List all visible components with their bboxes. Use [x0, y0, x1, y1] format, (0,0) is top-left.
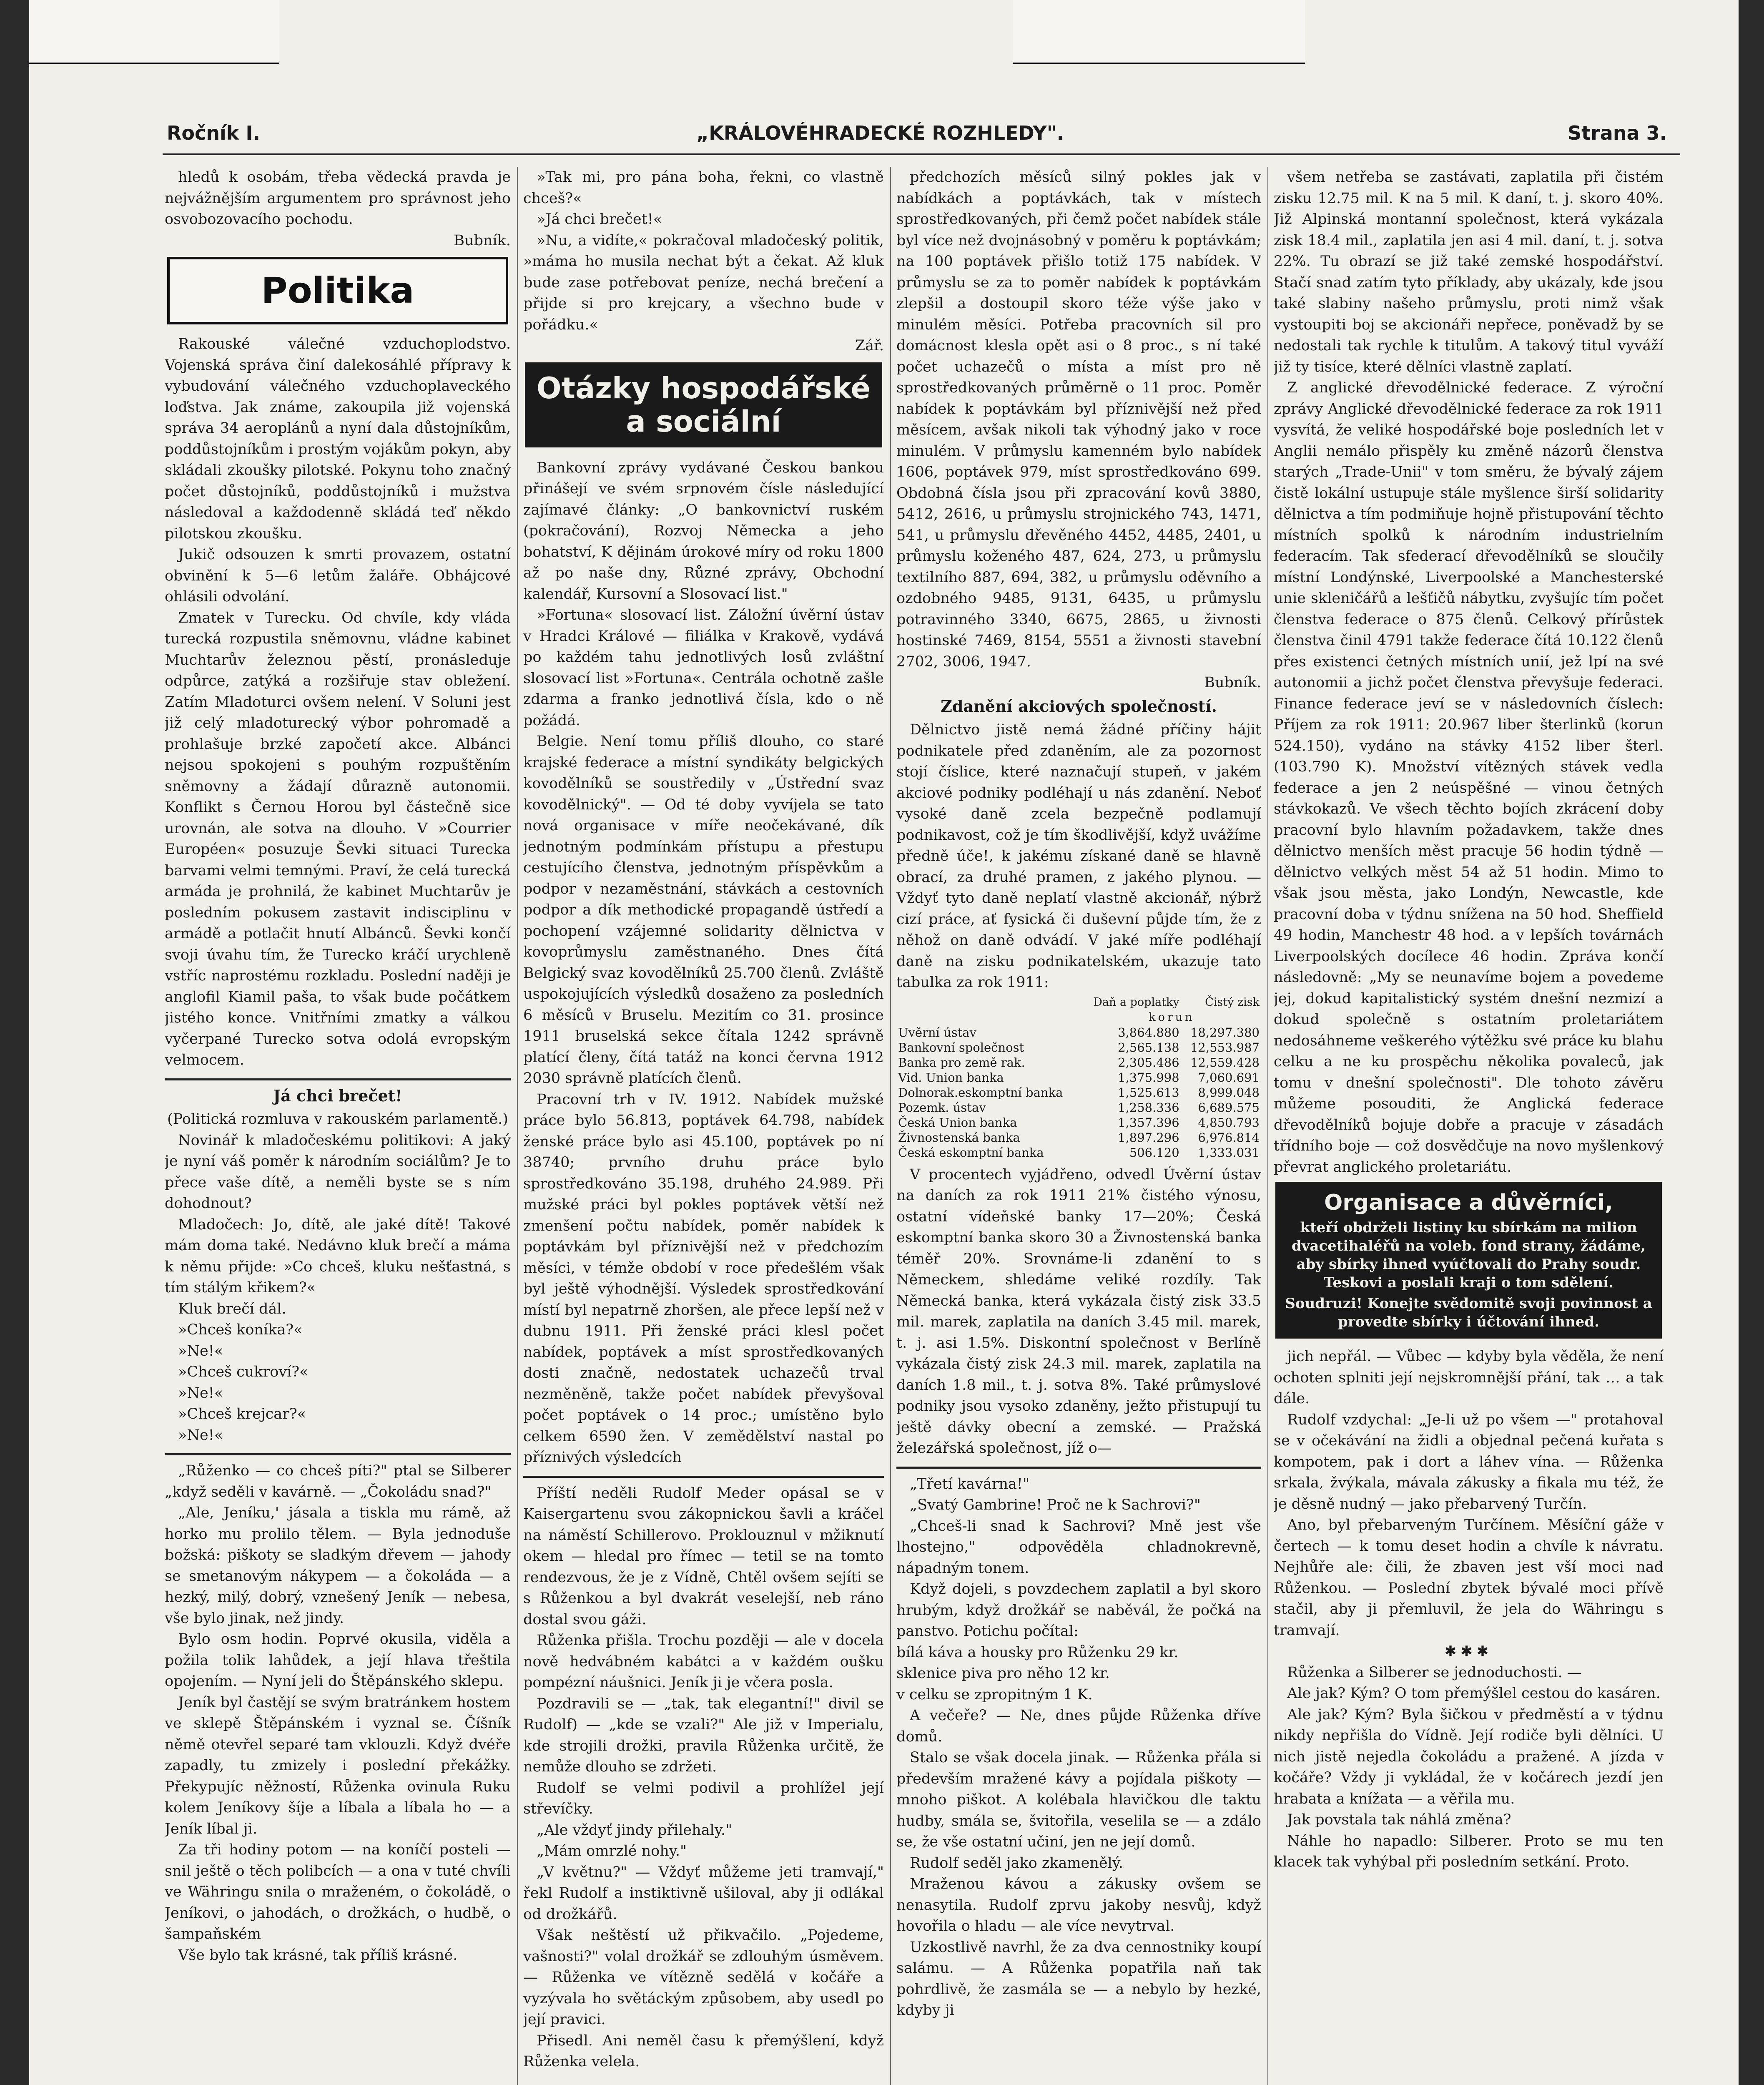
- table-cell-name: Uvěrní ústav: [898, 1025, 976, 1040]
- table-cell-name: Vid. Union banka: [898, 1070, 1004, 1085]
- table-cell-tax: 3,864.880: [1118, 1025, 1179, 1040]
- section-heading-line-1: Otázky hospodářské: [537, 371, 871, 405]
- feuilleton-paragraph: Mraženou kávou a zákusky ovšem se nenasytila. Rudolf zprvu jakoby nesvůj, když hovořila o hladu — ale více nevytrval.: [896, 1876, 1261, 1934]
- intro-paragraph: hledů k osobám, třeba vědecká pravda je nejvážnějším argumentem pro správnost jeho osvobozovacího pochodu.: [165, 169, 511, 228]
- tax-table: [896, 995, 1261, 1160]
- dialog-line: »Já chci brečet!«: [537, 211, 662, 228]
- bill-line: sklenice piva pro něho 12 kr.: [896, 1665, 1110, 1682]
- article-paragraph: všem netřeba se zastávati, zaplatila při čistém zisku 12.75 mil. K na 5 mil. K daní, t. j. skoro 40%. Již Alpinská montanní společnost, která vykázala zisk 18.4 mil., zaplatila jen asi 4 mil. daní, t. j. sotva 22%. Tu obrazí se již také zemské hospodářství. Stačí snad zatím tyto příklady, aby ukázaly, kde jsou také slabiny našeho průmyslu, proti nimž však vystoupiti boj se akcionáři nepřece, poněvadž by se nedostali tak rychle k titulům. A takový titul vyváží již ty tisíce, které dělníci vlastně zaplatí.: [1274, 169, 1664, 375]
- bill-line: v celku se zpropitným 1 K.: [896, 1686, 1093, 1703]
- feuilleton-paragraph: Když dojeli, s povzdechem zaplatil a byl skoro hrubým, když drožkář se naběvál, že počká na panstvo. Potichu počítal:: [896, 1581, 1261, 1640]
- feuilleton-paragraph: Ale jak? Kým? Byla šičkou v předměstí a v týdnu nikdy nepřišla do Vídně. Její rodiče byli dělníci. U nich jistě nejedla čokoládu a pražené. A jízda v kočáře? Vždy ji vykládal, že v kočárech jezdí jen hrabata a knížata — a věřila mu.: [1274, 1706, 1664, 1807]
- page-number: Strana 3.: [1568, 122, 1667, 144]
- table-header-cell: [896, 995, 1082, 1010]
- feuilleton-paragraph: Za tři hodiny potom — na koníčí posteli — snil ještě o těch polibcích — a ona v tuté chvíli ve Währingu snila o mraženém, o čokoládě, o Jeníkovi, o jahodách, o drožkách, o hudbě, o šampaňském: [165, 1841, 511, 1942]
- feuilleton-paragraph: „Chceš-li snad k Sachrovi? Mně jest vše lhostejno," odpověděla chladnokrevně, nápadným tonem.: [896, 1517, 1261, 1577]
- intro-signature: Bubník.: [454, 232, 511, 249]
- newspaper-title: „KRÁLOVÉHRADECKÉ ROZHLEDY".: [696, 122, 1064, 144]
- feuilleton-paragraph: „Ale, Jeníku,' jásala a tiskla mu rámě, až horko mu prolilo tělem. — Byla jednoduše božská: piškoty se sladkým dřevem — jahody se smetanovým nákypem — a čokoláda — a hezký, milý, dobrý, vznešený Jeník — nebesa, vše bylo jinak, než jindy.: [165, 1505, 511, 1627]
- volume-label: Ročník I.: [167, 122, 261, 144]
- table-cell-profit: 8,999.048: [1198, 1085, 1260, 1100]
- table-row: [896, 1145, 1261, 1160]
- feuilleton-paragraph: Příští neděli Rudolf Meder opásal se v Kaisergartenu svou zákopnickou šavli a kráčel na náměstí Schillerovo. Proklouznul v mžiknutí okem — hledal pro římec — tetil se na tomto rendezvous, že je z Vídně, Chtěl ovšem sejíti se s Růženkou a byl dvakrát veselejší, neb ráno dostal svou gáži.: [523, 1485, 884, 1628]
- table-cell-name: Česká eskomptní banka: [898, 1145, 1044, 1160]
- table-cell-name: Bankovní společnost: [898, 1040, 1024, 1055]
- feuilleton-paragraph: Přisedl. Ani neměl času k přemýšlení, když Růženka velela.: [523, 2032, 884, 2070]
- section-heading-economic: [525, 362, 882, 447]
- header-rule: [163, 153, 1680, 155]
- bill-line: bílá káva a housky pro Růženku 29 kr.: [896, 1644, 1179, 1661]
- table-cell-tax: 1,258.336: [1118, 1100, 1179, 1115]
- column-1: [165, 167, 511, 2085]
- article-paragraph: Zmatek v Turecku. Od chvíle, kdy vláda turecká rozpustila sněmovnu, vládne kabinet Muchtarův železnou pěstí, pronásleduje odpůrce, zatýká a rozšiřuje stav obležení. Zatím Mladoturci ovšem nelení. V Soluni jest již celý mladoturecký výbor pohromadě a prohlašuje brzké započetí akce. Albánci nejsou spokojeni s pouhým rozpuštěním sněmovny a žádají důrazně autonomii. Konflikt s Černou Horou byl částečně sice urovnán, ale sotva na dlouho. V »Courrier Européen« posuzuje Ševki situaci Turecka barvami velmi temnými. Praví, že celá turecká armáda je prohnilá, že kabinet Muchtarův je posledním pokusem zastavit indisciplinu v armádě a potlačit hnutí Albánců. Ševki končí svoji úvahu tím, že Turecko kráčí urychleně vstříc naprostému rozkladu. Poslední naději je anglofil Kiamil paša, to však bude počátkem jistého konce. Vnitřními zmatky a válkou vyčerpané Turecko sotva odolá evropským velmocem.: [165, 609, 511, 1068]
- table-cell-tax: 1,897.296: [1118, 1130, 1179, 1145]
- table-cell-name: Živnostenská banka: [898, 1130, 1020, 1145]
- table-unit: korun: [1149, 1010, 1195, 1024]
- article-subtitle: (Politická rozmluva v rakouském parlamentě.): [167, 1111, 508, 1128]
- feuilleton-paragraph: Bylo osm hodin. Poprvé okusila, viděla a požila tolik lahůdek, a její hlava třeštila opojením. — Nyní jeli do Štěpánského sklepu.: [165, 1631, 511, 1690]
- dialog-line: »Chceš cukroví?«: [178, 1364, 309, 1380]
- feuilleton-paragraph: Růženka a Silberer se jednoduchosti. —: [1287, 1664, 1582, 1681]
- table-row: [896, 1040, 1261, 1055]
- feuilleton-paragraph: Vše bylo tak krásné, tak příliš krásné.: [178, 1947, 458, 1964]
- table-row: [896, 1070, 1261, 1085]
- column-3: [896, 167, 1261, 2085]
- table-header-cell: Čistý zisk: [1205, 995, 1260, 1009]
- feuilleton-paragraph: „Mám omrzlé nohy.": [537, 1843, 687, 1859]
- dialog-line: »Chceš koníka?«: [178, 1321, 303, 1338]
- organisation-notice: [1275, 1182, 1662, 1339]
- feuilleton-paragraph: Růženka přišla. Trochu později — ale v docela nově hedvábném kabátci a v každém oušku pompézní náušnici. Jeník ji je včera posla.: [523, 1632, 884, 1691]
- table-header-row: [896, 995, 1261, 1010]
- notice-text: kteří obdrželi listiny ku sbírkám na milion dvacetihaléřů na voleb. fond strany, žádáme, aby sbírky ihned vyúčtovali do Prahy soudr. Teskovi a poslali kraji o tom sdělení.: [1291, 1219, 1646, 1291]
- table-row: [896, 1025, 1261, 1040]
- article-signature: Zář.: [855, 337, 884, 354]
- section-heading-text: Politika: [261, 269, 414, 311]
- column-separator: [1267, 167, 1268, 2085]
- article-paragraph: Pracovní trh v IV. 1912. Nabídek mužské práce bylo 56.813, poptávek 64.798, nabídek ženské práce bylo asi 45.100, poptávek po ní 38740; prvního druhu práce bylo sprostředkováno 35.198, druhého 24.989. Při mužské práci byl pokles poptávek větší než zmenšení počtu nabídek, poměr nabídek k poptávkám byl příznivější než v předchozím měsíci, v témže období v roce předešlém však byl ještě výhodnější. Výsledek sprostředkování místí byl nepatrně zhoršen, ale přece lepší než v dubnu 1911. Při ženské práci klesl počet nabídek, poptávek a míst sprostředkovaných dosti značně, nedostatek uchazečů trval nezměněně, takže počet nabídek převyšoval počet poptávek o 14 proc.; umístěno bylo celkem 6590 žen. V zemědělství nastal po příznivých výsledcích: [523, 1091, 884, 1466]
- page-edge-left: [29, 0, 279, 64]
- table-cell-profit: 18,297.380: [1190, 1025, 1260, 1040]
- table-row: [896, 1115, 1261, 1130]
- dialog-line: »Chceš krejcar?«: [178, 1406, 306, 1422]
- feuilleton-paragraph: Rudolf vzdychal: „Je-li už po všem —" protahoval se v očekávání na židli a objednal pečená kuřata s kompotem, pak i dort a láhev vína. — Růženka srkala, žvýkala, mávala zákusky a fikala mu též, že je děsně nudný — jako přebarvený Turčín.: [1274, 1411, 1664, 1512]
- feuilleton-paragraph: „Růženko — co chceš píti?" ptal se Silberer „když seděli v kavárně. — „Čokoládu snad?": [165, 1462, 511, 1500]
- feuilleton-paragraph: Ano, byl přebarveným Turčínem. Měsíční gáže v čertech — k tomu deset hodin a chvíle k návratu. Nejhůře ale: čili, že zbaven jest vší moci nad Růženkou. — Poslední zbytek bývalé moci přívě stačil, aby ji přemluvil, že jela do Währingu s tramvají.: [1274, 1517, 1664, 1639]
- table-header-cell: Daň a poplatky: [1093, 995, 1179, 1009]
- article-title: Já chci brečet!: [273, 1086, 402, 1105]
- table-unit-row: [896, 1010, 1261, 1025]
- table-cell-profit: 4,850.793: [1198, 1115, 1260, 1130]
- page-edge-right: [1013, 0, 1305, 64]
- table-header-cell: [896, 1010, 1082, 1025]
- feuilleton-paragraph: Rudolf se velmi podivil a prohlížel její střevíčky.: [523, 1779, 884, 1817]
- feuilleton-divider: [896, 1467, 1261, 1469]
- newspaper-page: [29, 0, 1739, 2085]
- table-cell-profit: 6,976.814: [1198, 1130, 1260, 1145]
- divider: [165, 1078, 511, 1080]
- column-4: [1274, 167, 1664, 2085]
- feuilleton-paragraph: A večeře? — Ne, dnes půjde Růženka dříve domů.: [896, 1707, 1261, 1745]
- feuilleton-divider: [523, 1476, 884, 1478]
- feuilleton-paragraph: Stalo se však docela jinak. — Růženka přála si především mražené kávy a pojídala piškoty — mnoho piškot. A kolébala hlavičkou dle taktu hudby, smála se, švitořila, veselila se — a zdálo se, že vše ostatní učiní, jen ne její domů.: [896, 1749, 1261, 1850]
- dialog-line: »Ne!«: [178, 1427, 223, 1444]
- feuilleton-paragraph: „Ale vždyť jindy přilehaly.": [537, 1821, 733, 1839]
- table-row: [896, 1085, 1261, 1100]
- table-cell-profit: 6,689.575: [1198, 1100, 1260, 1115]
- dialog-paragraph: Mladočech: Jo, dítě, ale jaké dítě! Takové mám doma také. Nedávno kluk brečí a máma k němu přijde: »Co chceš, kluku nešťastná, s tím stálým křikem?«: [165, 1216, 511, 1296]
- column-separator: [890, 167, 891, 2085]
- article-paragraph: Belgie. Není tomu příliš dlouho, co staré krajské federace a místní syndikáty belgických kovodělníků se soustředily v „Ústřední svaz kovodělnický". — Od té doby vyvíjela se tato nová organisace v míře neočekávané, dík jednotným podmínkám přístupu a přestupu cestujícího členstva, jednotným příspěvkům a podpor v nezaměstnání, stávkách a cestovních podpor a dík methodické propagandě ústředí a pochopení vzájemné solidarity dělnictva v kovoprůmyslu zaměstnaného. Dnes čítá Belgický svaz kovodělníků 25.700 členů. Zvláště uspokojujících výsledků dosaženo za posledních 6 měsíců v Bruselu. Mezitím co 31. prosince 1911 bruselská sekce čítala 1242 správně platící členy, čítá tatáž na konci června 1912 2030 správně platících členů.: [523, 733, 884, 1087]
- article-paragraph: předchozích měsíců silný pokles jak v nabídkách a poptávkách, tak v místech sprostředkovaných, při čemž počet nabídek stále byl více než dvojnásobný v poměru k poptávkám; na 100 poptávek přišlo totiž 175 nabídek. V průmyslu se za to poměr nabídek k poptávkám zlepšil a dostoupil skoro téže výše jako v minulém měsíci. Potřeba pracovních sil pro domácnost klesla opět asi o 8 proc., s ní také počet uchazečů o místa a míst pro ně sprostředkovaných průměrně o 11 proc. Poměr nabídek k poptávkám byl příznivější než před měsícem, avšak nikoli tak výhodný jako v roce minulém. V průmyslu kamenném bylo nabídek 1606, poptávek 979, míst sprostředkováno 699. Obdobná čísla jsou při zpracování kovů 3880, 5412, 2616, u průmyslu strojnického 743, 1471, 541, u průmyslu dřevěného 4452, 4485, 2401, u průmyslu koženého 487, 624, 273, u průmyslu textilního 887, 694, 382, u průmyslu oděvního a ozdobného 9485, 9131, 6435, u průmyslu potravinného 3340, 6675, 2865, u živnosti hostinské 7469, 8154, 5551 a živnosti stavební 2702, 3006, 1947.: [896, 169, 1261, 670]
- table-cell-profit: 12,559.428: [1190, 1055, 1260, 1070]
- table-cell-tax: 2,305.486: [1118, 1055, 1179, 1070]
- feuilleton-paragraph: „V květnu?" — Vždyť můžeme jeti tramvají," řekl Rudolf a instiktivně ušiloval, aby ji odlákal od drožkářů.: [523, 1864, 884, 1923]
- article-paragraph: Jukič odsouzen k smrti provazem, ostatní obvinění k 5—6 letům žaláře. Obhájcové ohlásili odvolání.: [165, 546, 511, 605]
- article-paragraph: Dělnictvo jistě nemá žádné příčiny hájit podnikatele před zdaněním, ale za pozornost stojí číslice, které naznačují stupeň, v jakém akciové podniky podléhají u nás zdanění. Neboť vysoké daně zcela bezpečně podlamují podnikavost, což je tím škodlivější, když uvážíme předně úče!, k jakému získané daně se hlavně obrací, za druhé pramen, z jakého plynou. — Vždyť tyto daně neplatí vlastně akcionář, nýbrž cizí práce, ať fysická či duševní půjde tím, že z něhož on daně odvádí. V jaké míře podléhají daně na zisku podnikatelském, ukazuje tato tabulka za rok 1911:: [896, 721, 1261, 991]
- table-row: [896, 1055, 1261, 1070]
- table-cell-tax: 1,375.998: [1118, 1070, 1179, 1085]
- table-cell-name: Pozemk. ústav: [898, 1100, 986, 1115]
- feuilleton-paragraph: Jak povstala tak náhlá změna?: [1287, 1811, 1511, 1828]
- table-cell-name: Dolnorak.eskomptní banka: [898, 1085, 1063, 1100]
- feuilleton-paragraph: Ale jak? Kým? O tom přemýšlel cestou do kasáren.: [1287, 1685, 1661, 1702]
- notice-text: Soudruzi! Konejte svědomitě svoji povinnost a provedte sbírky i účtování ihned.: [1285, 1295, 1652, 1330]
- dialog-paragraph: Novinář k mladočeskému politikovi: A jaký je nyní váš poměr k národním sociálům? Je to přece vaše dítě, a neměli byste se s ním dohodnout?: [165, 1132, 511, 1212]
- section-heading-politics: [167, 257, 508, 324]
- notice-title: Organisace a důvěrníci,: [1324, 1190, 1613, 1215]
- table-cell-tax: 1,357.396: [1118, 1115, 1179, 1130]
- feuilleton-paragraph: Uzkostlivě navrhl, že za dva cennostniky koupí salámu. — A Růženka popatřila naň tak pohrdlivě, že zasmála se — a nebylo by hezké, kdyby ji: [896, 1939, 1261, 2019]
- dialog-line: Kluk brečí dál.: [178, 1300, 286, 1317]
- column-separator: [517, 167, 518, 2085]
- column-2: [523, 167, 884, 2085]
- feuilleton-paragraph: Náhle ho napadlo: Silberer. Proto se mu ten klacek tak vyhýbal při posledním setkání. Proto.: [1274, 1832, 1664, 1870]
- table-cell-profit: 7,060.691: [1198, 1070, 1260, 1085]
- article-paragraph: Bankovní zprávy vydávané Českou bankou přinášejí ve svém srpnovém čísle následující zajímavé články: „O bankovnictví ruském (pokračování), Rozvoj Německa a jeho bohatství, K dějinám úrokové míry od roku 1800 až po naše dny, Různé zprávy, Obchodní kalendář, Kursovní a Slosovací list.": [523, 459, 884, 603]
- table-cell-tax: 1,525.613: [1118, 1085, 1179, 1100]
- article-paragraph: »Fortuna« slosovací list. Záložní úvěrní ústav v Hradci Králové — filiálka v Krakově, vydává po každém tahu jednotlivých losů zvláštní slosovací list »Fortuna«. Centrála ochotně zašle zdarma a franko jednotlivá čísla, kdo o ně požádá.: [523, 607, 884, 729]
- article-paragraph: Rakouské válečné vzduchoplodstvo. Vojenská správa činí dalekosáhlé přípravy k vybudování válečného vzduchoplaveckého loďstva. Jak známe, zakoupila již vojenská správa 34 aeroplánů a nyní dala důstojníkům, poddůstojníkům i prostým vojákům pokyn, aby skládali zkoušky pilotské. Pokynu toho značný počet důstojníků, poddůstojníků i mužstva následoval a každodenně skládá teď někdo pilotskou zkoušku.: [165, 336, 511, 542]
- feuilleton-paragraph: jich nepřál. — Vůbec — kdyby byla věděla, že není ochoten splniti její nejskromnější přání, tak … a tak dále.: [1274, 1348, 1664, 1407]
- dialog-line: »Ne!«: [178, 1384, 223, 1402]
- table-cell-profit: 12,553.987: [1190, 1040, 1260, 1055]
- article-signature: Bubník.: [1204, 674, 1261, 691]
- running-header: [29, 122, 1739, 151]
- dialog-line: »Ne!«: [178, 1342, 223, 1359]
- table-row: [896, 1130, 1261, 1145]
- article-title: Zdanění akciových společností.: [941, 696, 1217, 716]
- feuilleton-divider: [165, 1453, 511, 1455]
- section-stars: ✱✱✱: [1444, 1643, 1493, 1660]
- table-row: [896, 1100, 1261, 1115]
- feuilleton-paragraph: Však neštěstí už přikvačilo. „Pojedeme, vašnosti?" volal drožkář se zdlouhým úsměvem. — Růženka ve vítězně sedělá v kočáře a vyzývala ho světáckým způsobem, aby usedl po její pravici.: [523, 1927, 884, 2028]
- table-cell-tax: 506.120: [1129, 1145, 1179, 1160]
- table-cell-name: Česká Union banka: [898, 1115, 1017, 1130]
- dialog-line: »Tak mi, pro pána boha, řekni, co vlastně chceš?«: [523, 169, 884, 207]
- table-cell-profit: 1,333.031: [1198, 1145, 1260, 1160]
- feuilleton-paragraph: Jeník byl častějí se svým bratránkem hostem ve sklepě Štěpánském i vyznal se. Číšník němě otevřel separé tam vklouzli. Když dvéře zapadly, tu zmizely i poslední překážky. Překypujíc něžností, Růženka ovinula Ruku kolem Jeníkovy šíje a líbala a líbala ho — a Jeník líbal ji.: [165, 1694, 511, 1837]
- section-heading-line-2: a sociální: [626, 404, 781, 439]
- article-paragraph: V procentech vyjádřeno, odvedl Úvěrní ústav na daních za rok 1911 21% čistého výnosu, ostatní vídeňské banky 17—20%; Česká eskomptní banka skoro 30 a Živnostenská banka téměř 20%. Srovnáme-li zdanění to s Německem, shledáme veliké rozdíly. Tak Německá banka, která vykázala čistý zisk 33.5 mil. marek, zaplatila na daních 3.45 mil. marek, t. j. asi 1.5%. Diskontní společnost v Berlíně vykázala čistý zisk 24.3 mil. marek, zaplatila na daních 1.8 mil., t. j. sotva 8%. Také průmyslové podniky jsou vysoko zdaněny, ježto přistupují tu ještě dávky obecní a zemské. — Pražská železářská společnost, jíž o—: [896, 1166, 1261, 1457]
- feuilleton-paragraph: Rudolf seděl jako zkamenělý.: [910, 1854, 1123, 1871]
- table-cell-tax: 2,565.138: [1118, 1040, 1179, 1055]
- feuilleton-paragraph: „Třetí kavárna!": [910, 1475, 1030, 1492]
- dialog-paragraph: »Nu, a vidíte,« pokračoval mladočeský politik, »máma ho musila nechat být a čekat. Až kluk bude zase potřebovat peníze, nechá brečení a přijde si pro krejcary, a všechno bude v pořádku.«: [523, 232, 884, 333]
- table-cell-name: Banka pro země rak.: [898, 1055, 1025, 1070]
- article-paragraph: Z anglické dřevodělnické federace. Z výroční zprávy Anglické dřevodělnické federace za rok 1911 vysvítá, že veliké hospodářské boje posledních let v Anglii nemálo přispěly ku změně názorů členstva starých „Trade-Unii" v tom směru, že bývalý zájem čistě lokální ustupuje stále myšlence širší solidarity dělnictva a tím podmiňuje hojně přistupování těchto místních spolků k národním industrielním federacím. Tak sfederací dřevodělníků se sloučily místní Londýnské, Liverpoolské a Manchesterské unie skleničářů a lešťičů nábytku, zvyšujíc tím počet členstva federace o 875 členů. Celkový přírůstek členstva činil 4791 takže federace čítá 10.122 členů přes existenci četných místních unií, jež lpí na své autonomii a jichž počet členstva převyšuje federaci. Finance federace jeví se v následovních číslech: Příjem za rok 1911: 20.967 liber šterlinků (korun 524.150), vydáno na stávky 4152 liber šterl. (103.790 K). Množství vítězných stávek vedla federace a jen 2 neúspěšné — vinou četných stávkokazů. Ve všech těchto bojích zkrácení doby pracovní bylo hlavním požadavkem, takže dnes dělnictvo menších měst pracuje 56 hodin týdně — dělnictvo velkých měst 54 až 51 hodin. Mimo to však jsou města, jako Londýn, Newcastle, kde pracovní doba v týdnu snížena na 50 hod. Sheffield 49 hodin, Manchestr 48 hod. a v lepších továrnách Liverpoolských docílece 46 hodin. Zpráva končí následovně: „My se neunavíme bojem a povedeme jej, dokud kapitalistický systém dnešní nezmizí a dokud společně s ostatním proletariátem nedosáhneme veškerého výtěžku své práce ku blahu celku a ne ku prospěchu několika povaleců, jak tomu v dnešní společnosti". Dle tohoto závěru můžeme posouditi, že Anglická federace dřevodělníků bojuje dobře a pracuje v zásadách třídního boje — což dosvědčuje na novo myšlenkový převrat anglického proletariátu.: [1274, 379, 1664, 1176]
- feuilleton-paragraph: „Svatý Gambrine! Proč ne k Sachrovi?": [910, 1497, 1201, 1513]
- feuilleton-paragraph: Pozdravili se — „tak, tak elegantní!" divil se Rudolf) — „kde se vzali?" Ale již v Imperialu, kde strojili drožki, pravila Růženka určitě, že nemůže dlouho se zdržeti.: [523, 1695, 884, 1775]
